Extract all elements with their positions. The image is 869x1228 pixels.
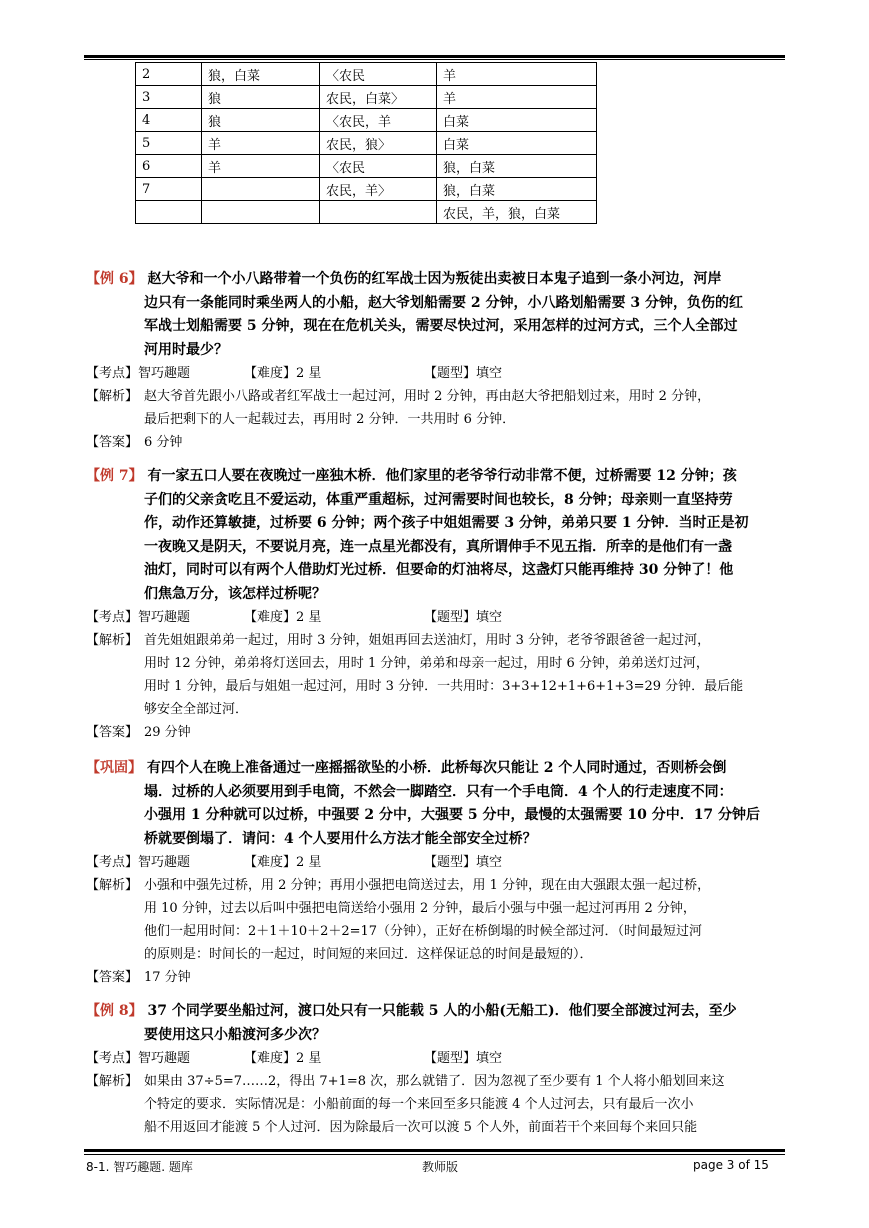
answer: 【答案】 17 分钟 bbox=[86, 970, 191, 985]
question-continuation: 边只有一条能同时乘坐两人的小船，赵大爷划船需要 2 分钟，小八路划船需要 3 分钟，负伤的红 军战士划船需要 5 分钟，现在在危机关头，需要尽快过河，采用怎样的过河方式，三个人全部过 河用时最少？ bbox=[144, 294, 743, 358]
header-rule-thin bbox=[84, 59, 785, 60]
table-cell: 〈农民，羊 bbox=[320, 109, 437, 132]
table-cell bbox=[202, 178, 320, 201]
question-tag: 【例 7】 bbox=[86, 468, 143, 484]
meta-row: 【考点】智巧趣题 【难度】2 星 【题型】填空 bbox=[86, 610, 503, 625]
table-cell: 羊 bbox=[437, 63, 597, 86]
meta-row: 【考点】智巧趣题 【难度】2 星 【题型】填空 bbox=[86, 366, 503, 381]
table-cell: 狼，白菜 bbox=[202, 63, 320, 86]
question-tag: 【例 8】 bbox=[86, 1003, 143, 1019]
answer: 【答案】 6 分钟 bbox=[86, 435, 183, 450]
analysis: 【解析】 如果由 37÷5=7……2，得出 7+1=8 次，那么就错了．因为忽视了至少要有 1 个人将小船划回来这 个特定的要求．实际情况是：小船前面的每一个来回至多只能渡 4 个人过河去，只有最后一次小 船不用返回才能渡 5 个人过河．因为除最后一次可以渡 5 个人外，前面若干个来回每个来回只能 bbox=[86, 1074, 725, 1135]
table-cell: 6 bbox=[136, 155, 202, 178]
analysis: 【解析】 赵大爷首先跟小八路或者红军战士一起过河，用时 2 分钟，再由赵大爷把船划过来，用时 2 分钟， 最后把剩下的人一起载过去，再用时 2 分钟．一共用时 6 分钟． bbox=[86, 389, 711, 427]
table-cell: 4 bbox=[136, 109, 202, 132]
question-text bbox=[86, 465, 791, 606]
question-tag: 【巩固】 bbox=[86, 760, 142, 776]
question-text bbox=[86, 1000, 791, 1047]
table-cell bbox=[320, 201, 437, 224]
table-row bbox=[136, 178, 597, 201]
question-text bbox=[86, 268, 791, 362]
table-cell: 5 bbox=[136, 132, 202, 155]
table-row bbox=[136, 109, 597, 132]
footer-edition: 教师版 bbox=[422, 1160, 459, 1174]
footer-rule-thin bbox=[84, 1154, 785, 1155]
analysis: 【解析】 小强和中强先过桥，用 2 分钟；再用小强把电筒送过去，用 1 分钟，现在由大强跟太强一起过桥， 用 10 分钟，过去以后叫中强把电筒送给小强用 2 分钟，最后小强与中强一起过河再用 2 分钟， 他们一起用时间：2＋1＋10＋2＋2=17（分钟），正好在桥倒塌的时候全部过河．（时间最短过河 的原则是：时间长的一起过，时间短的来回过．这样保证总的时间是最短的）． bbox=[86, 878, 711, 962]
table-cell: 羊 bbox=[437, 86, 597, 109]
table-cell: 2 bbox=[136, 63, 202, 86]
analysis: 【解析】 首先姐姐跟弟弟一起过，用时 3 分钟，姐姐再回去送油灯，用时 3 分钟，老爷爷跟爸爸一起过河， 用时 12 分钟，弟弟将灯送回去，用时 1 分钟，弟弟和母亲一起过，用时 6 分钟，弟弟送灯过河， 用时 1 分钟，最后与姐姐一起过河，用时 3 分钟．一共用时：3+3+12+1+6+1+3=29 分钟．最后能 够安全全部过河． bbox=[86, 633, 744, 717]
answer: 【答案】 29 分钟 bbox=[86, 725, 191, 740]
table-cell: 农民，羊，狼，白菜 bbox=[437, 201, 597, 224]
table-cell: 农民，狼〉 bbox=[320, 132, 437, 155]
table-cell: 狼，白菜 bbox=[437, 178, 597, 201]
table-cell: 〈农民 bbox=[320, 63, 437, 86]
question-first-line: 赵大爷和一个小八路带着一个负伤的红军战士因为叛徒出卖被日本鬼子追到一条小河边，河岸 bbox=[147, 271, 722, 287]
table-cell: 白菜 bbox=[437, 132, 597, 155]
crossing-table bbox=[135, 62, 597, 224]
table-cell: 3 bbox=[136, 86, 202, 109]
table-cell: 白菜 bbox=[437, 109, 597, 132]
table-cell: 〈农民 bbox=[320, 155, 437, 178]
table-row bbox=[136, 63, 597, 86]
question-first-line: 有一家五口人要在夜晚过一座独木桥．他们家里的老爷爷行动非常不便，过桥需要 12 分钟；孩 bbox=[147, 468, 737, 484]
table-cell: 农民，白菜〉 bbox=[320, 86, 437, 109]
footer-rule bbox=[84, 1149, 785, 1152]
table-cell: 羊 bbox=[202, 155, 320, 178]
question-first-line: 37 个同学要坐船过河，渡口处只有一只能载 5 人的小船(无船工)．他们要全部渡过河去，至少 bbox=[147, 1003, 737, 1019]
table-cell: 羊 bbox=[202, 132, 320, 155]
table-cell: 狼 bbox=[202, 86, 320, 109]
table-row bbox=[136, 201, 597, 224]
example-8 bbox=[86, 1000, 791, 1139]
question-continuation: 子们的父亲贪吃且不爱运动，体重严重超标，过河需要时间也较长，8 分钟；母亲则一直坚持劳 作，动作还算敏捷，过桥要 6 分钟；两个孩子中姐姐需要 3 分钟，弟弟只要 1 分钟．当时正是初 一夜晚又是阴天，不要说月亮，连一点星光都没有，真所谓伸手不见五指．所幸的是他们有一盏 油灯，同时可以有两个人借助灯光过桥．但要命的灯油将尽，这盏灯只能再维持 30 分钟了！他 们焦急万分，该怎样过桥呢？ bbox=[144, 491, 749, 602]
table-cell: 狼，白菜 bbox=[437, 155, 597, 178]
table-cell: 狼 bbox=[202, 109, 320, 132]
table-cell: 7 bbox=[136, 178, 202, 201]
question-continuation: 要使用这只小船渡河多少次？ bbox=[144, 1026, 326, 1043]
meta-row: 【考点】智巧趣题 【难度】2 星 【题型】填空 bbox=[86, 1051, 503, 1066]
table-cell bbox=[202, 201, 320, 224]
question-first-line: 有四个人在晚上准备通过一座摇摇欲坠的小桥．此桥每次只能让 2 个人同时通过，否则桥会倒 bbox=[146, 760, 727, 776]
example-7 bbox=[86, 465, 791, 744]
consolidation bbox=[86, 757, 791, 989]
table-row bbox=[136, 86, 597, 109]
table-row bbox=[136, 132, 597, 155]
meta-row: 【考点】智巧趣题 【难度】2 星 【题型】填空 bbox=[86, 855, 503, 870]
footer-title: 8-1. 智巧趣题. 题库 bbox=[86, 1160, 193, 1174]
table-cell bbox=[136, 201, 202, 224]
question-continuation: 塌．过桥的人必须要用到手电筒，不然会一脚踏空．只有一个手电筒．4 个人的行走速度不同： 小强用 1 分种就可以过桥，中强要 2 分中，大强要 5 分中，最慢的太强需要 10 分中．17 分钟后 桥就要倒塌了．请问：4 个人要用什么方法才能全部安全过桥？ bbox=[144, 783, 761, 847]
question-text bbox=[86, 757, 791, 851]
question-tag: 【例 6】 bbox=[86, 271, 143, 287]
header-rule bbox=[84, 55, 785, 58]
table-row bbox=[136, 155, 597, 178]
example-6 bbox=[86, 268, 791, 454]
table-cell: 农民，羊〉 bbox=[320, 178, 437, 201]
footer-page-number: page 3 of 15 bbox=[693, 1158, 769, 1172]
